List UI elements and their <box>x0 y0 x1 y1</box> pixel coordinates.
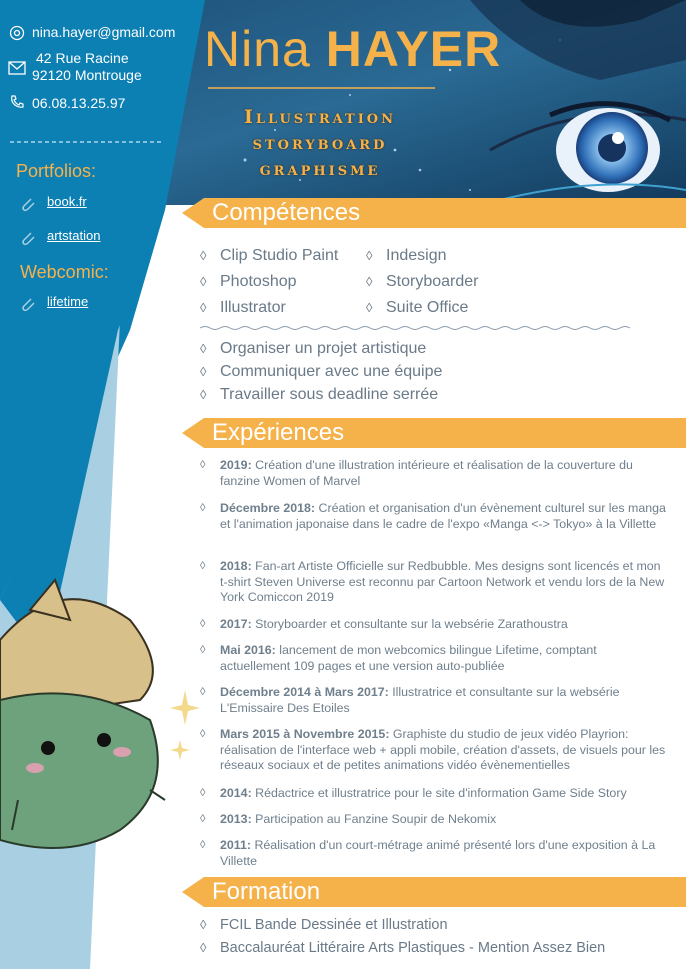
link-artstation[interactable]: artstation <box>47 228 101 243</box>
last-name: HAYER <box>325 21 502 77</box>
skill-item: ◊ Photoshop <box>200 269 297 295</box>
skill-item: ◊ Illustrator <box>200 295 286 321</box>
first-name: Nina <box>204 21 311 77</box>
full-name <box>204 20 501 78</box>
diamond-bullet-icon: ◊ <box>366 248 373 263</box>
diamond-bullet-icon: ◊ <box>200 560 206 572</box>
diamond-bullet-icon: ◊ <box>200 940 207 955</box>
diamond-bullet-icon: ◊ <box>200 917 207 932</box>
diamond-bullet-icon: ◊ <box>200 274 207 289</box>
link-lifetime[interactable]: lifetime <box>47 294 89 309</box>
envelope-icon <box>8 60 26 76</box>
diamond-bullet-icon: ◊ <box>200 248 207 263</box>
address-line2: 92120 Montrouge <box>32 67 142 83</box>
diamond-bullet-icon: ◊ <box>200 502 206 514</box>
tagline-illustration: Illustration <box>244 106 396 128</box>
tagline-storyboard: storyboard <box>252 132 388 154</box>
diamond-bullet-icon: ◊ <box>200 341 207 356</box>
experiences-banner <box>182 418 686 448</box>
diamond-bullet-icon: ◊ <box>200 686 206 698</box>
soft-skill-item: ◊ Communiquer avec une équipe <box>200 359 442 385</box>
paperclip-icon <box>20 230 36 246</box>
skill-item: ◊ Storyboarder <box>366 269 479 295</box>
diamond-bullet-icon: ◊ <box>366 300 373 315</box>
soft-skill-item: ◊ Travailler sous deadline serrée <box>200 382 438 408</box>
competences-banner <box>182 198 686 228</box>
skill-item: ◊ Indesign <box>366 243 447 269</box>
link-bookfr[interactable]: book.fr <box>47 194 87 209</box>
diamond-bullet-icon: ◊ <box>200 364 207 379</box>
phone-icon <box>9 94 25 110</box>
phone-text: 06.08.13.25.97 <box>32 95 126 111</box>
diamond-bullet-icon: ◊ <box>200 813 206 825</box>
diamond-bullet-icon: ◊ <box>200 618 206 630</box>
competences-title: Compétences <box>212 199 361 226</box>
formation-item: ◊ Baccalauréat Littéraire Arts Plastiques - Mention Assez Bien <box>200 937 605 959</box>
formation-item: ◊ FCIL Bande Dessinée et Illustration <box>200 914 448 936</box>
email-text[interactable]: nina.hayer@gmail.com <box>32 24 176 40</box>
formation-banner <box>182 877 686 907</box>
skill-item: ◊ Clip Studio Paint <box>200 243 338 269</box>
tagline-graphisme: graphisme <box>259 158 381 180</box>
diamond-bullet-icon: ◊ <box>200 387 207 402</box>
soft-skill-item: ◊ Organiser un projet artistique <box>200 336 426 362</box>
diamond-bullet-icon: ◊ <box>200 459 206 471</box>
diamond-bullet-icon: ◊ <box>200 728 206 740</box>
diamond-bullet-icon: ◊ <box>366 274 373 289</box>
experiences-title: Expériences <box>212 419 345 446</box>
skill-item: ◊ Suite Office <box>366 295 468 321</box>
diamond-bullet-icon: ◊ <box>200 644 206 656</box>
webcomic-heading: Webcomic: <box>20 262 109 282</box>
paperclip-icon <box>20 296 36 312</box>
formation-title: Formation <box>212 878 321 905</box>
address-line1: 42 Rue Racine <box>36 50 129 66</box>
diamond-bullet-icon: ◊ <box>200 787 206 799</box>
diamond-bullet-icon: ◊ <box>200 300 207 315</box>
portfolios-heading: Portfolios: <box>16 161 97 181</box>
email-icon <box>9 25 25 41</box>
tagline-block <box>190 104 450 182</box>
diamond-bullet-icon: ◊ <box>200 839 206 851</box>
paperclip-icon <box>20 196 36 212</box>
